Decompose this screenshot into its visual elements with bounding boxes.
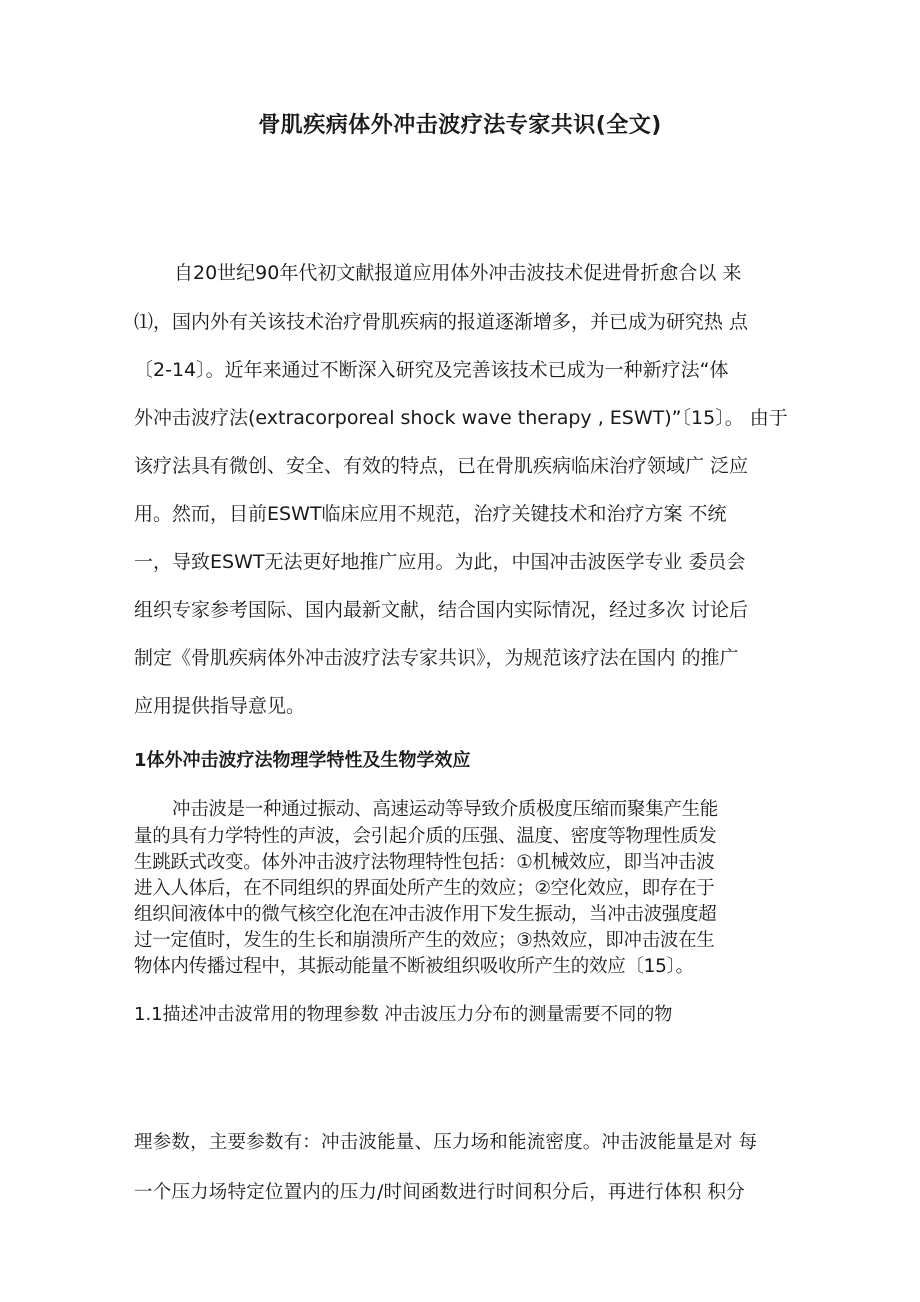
- intro-line: 外冲击波疗法(extracorporeal shock wave therapy , ESWT)”〔15〕。 由于: [134, 407, 788, 429]
- document-title: 骨肌疾病体外冲击波疗法专家共识(全文): [258, 113, 662, 138]
- section1-line: 生跳跃式改变。体外冲击波疗法物理特性包括：①机械效应，即当冲击波: [134, 852, 715, 873]
- intro-line: 用。然而，目前ESWT临床应用不规范，治疗关键技术和治疗方案 不统: [134, 503, 727, 525]
- section1-line: 量的具有力学特性的声波，会引起介质的压强、温度、密度等物理性质发: [134, 826, 717, 847]
- intro-line: 自20世纪90年代初文献报道应用体外冲击波技术促进骨折愈合以 来: [174, 262, 742, 284]
- intro-line: 一，导致ESWT无法更好地推广应用。为此，中国冲击波医学专业 委员会: [134, 551, 746, 573]
- intro-line: 应用提供指导意见。: [134, 695, 306, 717]
- subsection-line: 理参数，主要参数有：冲击波能量、压力场和能流密度。冲击波能量是对 每: [134, 1132, 758, 1153]
- intro-line: 〔2-14〕。近年来通过不断深入研究及完善该技术已成为一种新疗法“体: [134, 359, 729, 381]
- section1-line: 过一定值时，发生的生长和崩溃所产生的效应；③热效应，即冲击波在生: [134, 930, 715, 951]
- subsection-line: 一个压力场特定位置内的压力/时间函数进行时间积分后，再进行体积 积分: [134, 1182, 745, 1203]
- section-heading: 1体外冲击波疗法物理学特性及生物学效应: [134, 750, 471, 771]
- section1-line: 组织间液体中的微气核空化泡在冲击波作用下发生振动，当冲击波强度超: [134, 904, 717, 925]
- intro-line: 制定《骨肌疾病体外冲击波疗法专家共识》，为规范该疗法在国内 的推广: [134, 647, 739, 669]
- section1-line: 冲击波是一种通过振动、高速运动等导致介质极度压缩而聚集产生能: [172, 799, 719, 820]
- section1-line: 物体内传播过程中，其振动能量不断被组织吸收所产生的效应〔15〕。: [134, 956, 694, 977]
- section1-line: 进入人体后，在不同组织的界面处所产生的效应；②空化效应，即存在于: [134, 878, 715, 899]
- intro-line: ⑴，国内外有关该技术治疗骨肌疾病的报道逐渐增多，并已成为研究热 点: [134, 311, 749, 333]
- subsection-heading: 1.1描述冲击波常用的物理参数 冲击波压力分布的测量需要不同的物: [134, 1004, 673, 1025]
- intro-line: 组织专家参考国际、国内最新文献，结合国内实际情况，经过多次 讨论后: [134, 599, 749, 621]
- intro-line: 该疗法具有微创、安全、有效的特点，已在骨肌疾病临床治疗领域广 泛应: [134, 455, 749, 477]
